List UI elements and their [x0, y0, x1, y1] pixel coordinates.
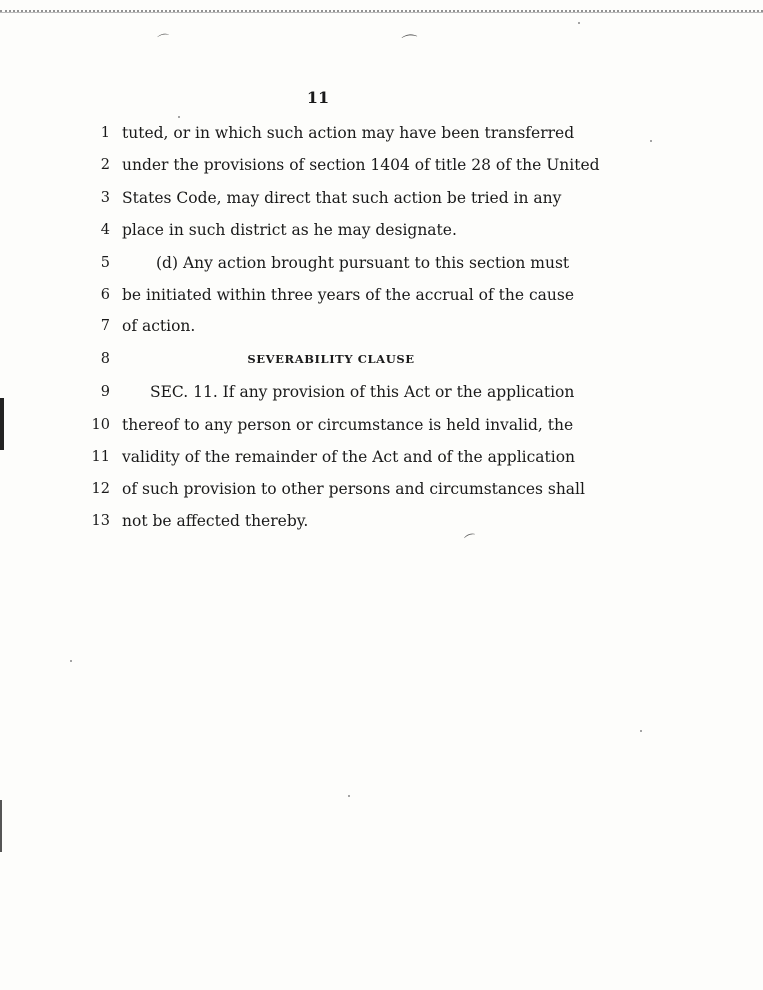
line-text: tuted, or in which such action may have been transferred [122, 124, 575, 142]
scan-speck [70, 660, 72, 662]
line-text: be initiated within three years of the accrual of the cause [122, 286, 575, 304]
text-line [84, 186, 562, 210]
scan-speck [650, 140, 652, 142]
perforated-edge [0, 0, 763, 12]
text-line [84, 445, 576, 469]
text-line [84, 347, 544, 371]
text-line [84, 121, 575, 145]
text-line [84, 218, 544, 242]
text-line [84, 509, 544, 533]
line-number: 10 [91, 417, 110, 433]
line-number: 13 [91, 513, 110, 529]
scan-artifact: ⌒ [400, 32, 419, 53]
line-text: not be affected thereby. [122, 512, 309, 530]
line-number: 1 [100, 125, 110, 141]
text-line [84, 380, 575, 404]
scan-speck [578, 22, 580, 24]
line-number: 3 [100, 190, 110, 206]
line-text: (d) Any action brought pursuant to this section must [156, 254, 570, 272]
line-number: 6 [100, 287, 110, 303]
text-line [84, 153, 600, 177]
text-line [84, 413, 574, 437]
line-text: under the provisions of section 1404 of title 28 of the United [122, 156, 600, 174]
binding-mark [0, 398, 4, 450]
scan-artifact: ⌒ [156, 31, 172, 49]
top-rule [0, 12, 763, 13]
line-text: thereof to any person or circumstance is held invalid, the [122, 416, 574, 434]
line-text: SEC. 11. If any provision of this Act or the application [150, 383, 575, 401]
line-number: 8 [100, 351, 110, 367]
scan-speck [348, 795, 350, 797]
scan-speck [640, 730, 642, 732]
line-number: 5 [100, 255, 110, 271]
line-number: 7 [100, 318, 110, 334]
text-line [84, 314, 544, 338]
text-line [84, 283, 575, 307]
line-number: 9 [100, 384, 110, 400]
line-text: States Code, may direct that such action be tried in any [122, 189, 562, 207]
line-number: 2 [100, 157, 110, 173]
line-text: of such provision to other persons and circumstances shall [122, 480, 585, 498]
line-text: place in such district as he may designate. [122, 221, 457, 239]
scan-speck [178, 116, 180, 118]
section-heading: SEVERABILITY CLAUSE [247, 352, 415, 366]
line-text: of action. [122, 317, 196, 335]
line-number: 4 [100, 222, 110, 238]
text-line [84, 251, 570, 275]
line-number: 11 [91, 449, 110, 465]
line-number: 12 [91, 481, 110, 497]
binding-mark [0, 800, 2, 852]
line-text: validity of the remainder of the Act and of the application [122, 448, 576, 466]
scan-artifact: ⌒ [462, 531, 480, 549]
page-number: 11 [306, 88, 330, 107]
text-line [84, 477, 585, 501]
